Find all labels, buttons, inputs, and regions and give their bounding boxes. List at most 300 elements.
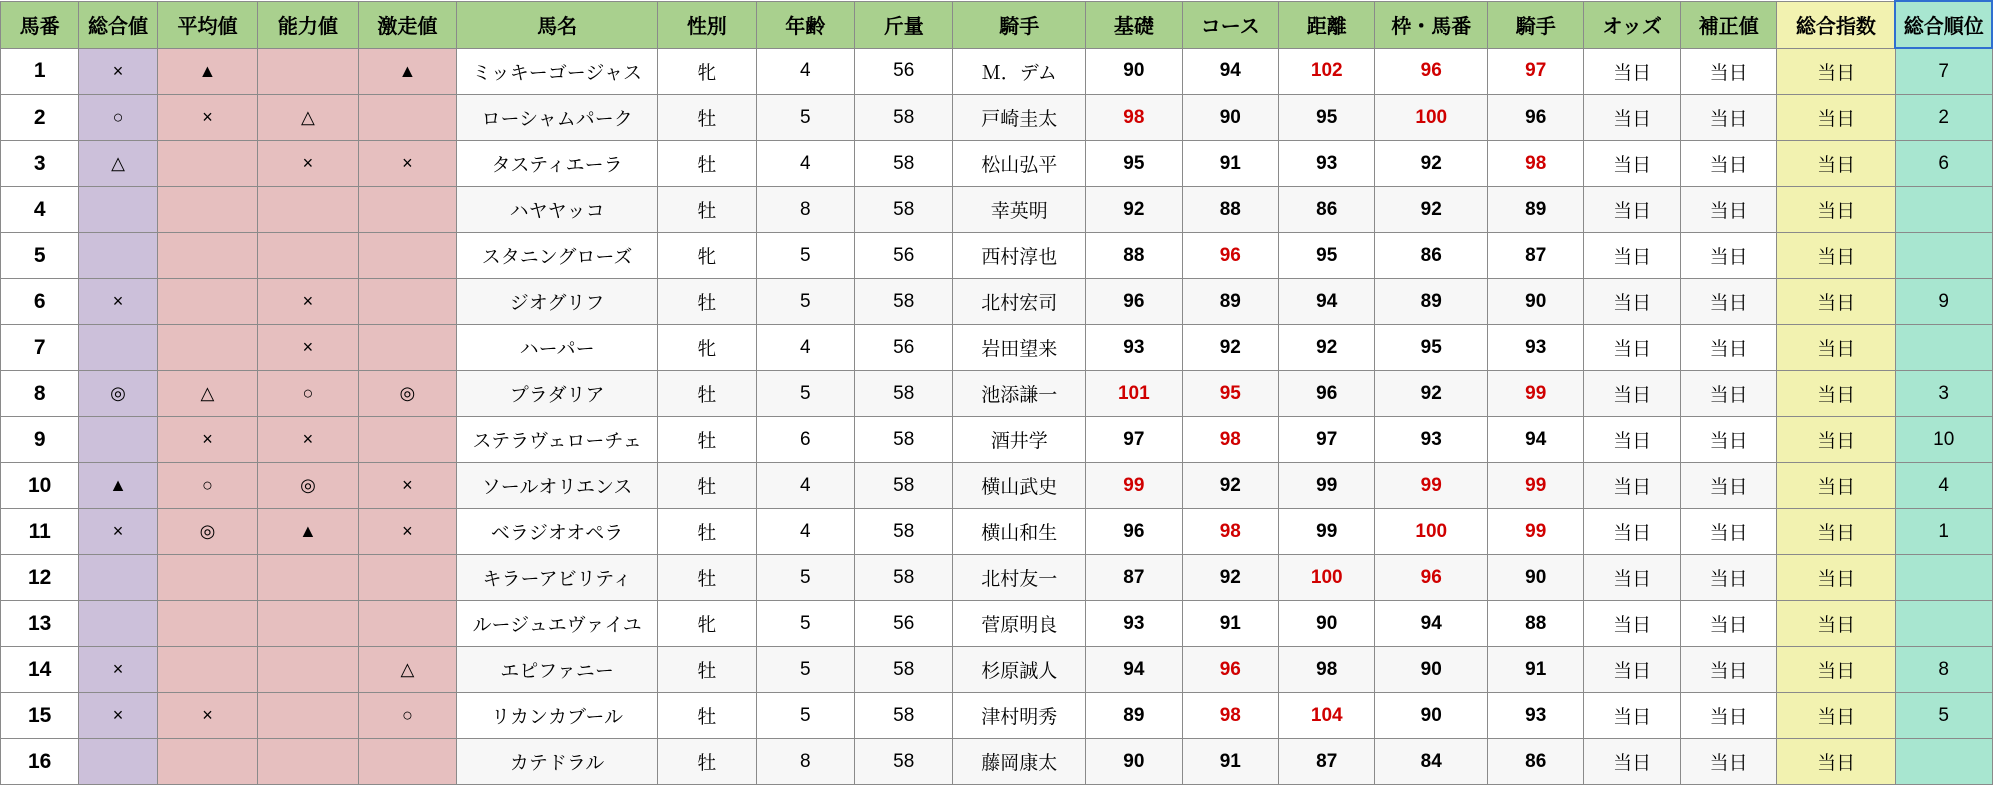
cell-sougou-juni bbox=[1895, 233, 1992, 279]
cell-kinryou: 58 bbox=[855, 693, 953, 739]
header-nenrei: 年齢 bbox=[756, 1, 854, 48]
cell-bamei: タスティエーラ bbox=[457, 141, 658, 187]
cell-seibetsu: 牡 bbox=[658, 279, 756, 325]
header-nouryokuchi: 能力値 bbox=[258, 1, 358, 48]
cell-waku-umaban: 89 bbox=[1375, 279, 1488, 325]
cell-sougou-shisu: 当日 bbox=[1777, 48, 1896, 95]
cell-kishu: 松山弘平 bbox=[953, 141, 1086, 187]
cell-gekisochi bbox=[358, 279, 456, 325]
cell-kishu: 池添謙一 bbox=[953, 371, 1086, 417]
cell-kinryou: 58 bbox=[855, 141, 953, 187]
cell-kiso: 90 bbox=[1086, 739, 1182, 785]
cell-sougouchi: ◎ bbox=[79, 371, 157, 417]
cell-nouryokuchi: × bbox=[258, 141, 358, 187]
cell-kinryou: 58 bbox=[855, 463, 953, 509]
cell-seibetsu: 牡 bbox=[658, 187, 756, 233]
cell-sougouchi: × bbox=[79, 279, 157, 325]
cell-sougouchi: △ bbox=[79, 141, 157, 187]
header-course: コース bbox=[1182, 1, 1278, 48]
cell-waku-umaban: 100 bbox=[1375, 95, 1488, 141]
cell-kishu-score: 97 bbox=[1488, 48, 1584, 95]
cell-nenrei: 5 bbox=[756, 371, 854, 417]
cell-umaban: 13 bbox=[1, 601, 79, 647]
table-row bbox=[1, 371, 1993, 417]
cell-umaban: 14 bbox=[1, 647, 79, 693]
cell-kishu: 酒井学 bbox=[953, 417, 1086, 463]
cell-heikinchi bbox=[157, 325, 257, 371]
cell-sougouchi bbox=[79, 233, 157, 279]
cell-sougou-shisu: 当日 bbox=[1777, 693, 1896, 739]
cell-kishu: 津村明秀 bbox=[953, 693, 1086, 739]
cell-heikinchi: ◎ bbox=[157, 509, 257, 555]
table-row bbox=[1, 325, 1993, 371]
cell-kishu: 西村淳也 bbox=[953, 233, 1086, 279]
cell-kishu: 杉原誠人 bbox=[953, 647, 1086, 693]
cell-course: 92 bbox=[1182, 555, 1278, 601]
cell-gekisochi: × bbox=[358, 141, 456, 187]
cell-hoseichi: 当日 bbox=[1680, 555, 1776, 601]
cell-kishu-score: 90 bbox=[1488, 279, 1584, 325]
cell-hoseichi: 当日 bbox=[1680, 739, 1776, 785]
cell-seibetsu: 牡 bbox=[658, 95, 756, 141]
cell-kishu: 菅原明良 bbox=[953, 601, 1086, 647]
table-row bbox=[1, 279, 1993, 325]
cell-kiso: 92 bbox=[1086, 187, 1182, 233]
cell-heikinchi bbox=[157, 279, 257, 325]
cell-waku-umaban: 93 bbox=[1375, 417, 1488, 463]
cell-heikinchi bbox=[157, 601, 257, 647]
cell-waku-umaban: 94 bbox=[1375, 601, 1488, 647]
cell-kiso: 99 bbox=[1086, 463, 1182, 509]
cell-sougou-shisu: 当日 bbox=[1777, 647, 1896, 693]
cell-waku-umaban: 96 bbox=[1375, 48, 1488, 95]
cell-umaban: 5 bbox=[1, 233, 79, 279]
header-hoseichi: 補正値 bbox=[1680, 1, 1776, 48]
cell-odds: 当日 bbox=[1584, 325, 1680, 371]
cell-sougou-shisu: 当日 bbox=[1777, 95, 1896, 141]
cell-umaban: 6 bbox=[1, 279, 79, 325]
cell-waku-umaban: 99 bbox=[1375, 463, 1488, 509]
cell-kinryou: 58 bbox=[855, 739, 953, 785]
cell-hoseichi: 当日 bbox=[1680, 141, 1776, 187]
cell-sougou-juni bbox=[1895, 187, 1992, 233]
cell-gekisochi bbox=[358, 95, 456, 141]
cell-course: 96 bbox=[1182, 233, 1278, 279]
cell-nenrei: 5 bbox=[756, 279, 854, 325]
cell-kinryou: 58 bbox=[855, 647, 953, 693]
cell-sougou-juni: 1 bbox=[1895, 509, 1992, 555]
cell-nouryokuchi bbox=[258, 48, 358, 95]
table-row bbox=[1, 555, 1993, 601]
cell-odds: 当日 bbox=[1584, 647, 1680, 693]
cell-course: 96 bbox=[1182, 647, 1278, 693]
cell-kinryou: 56 bbox=[855, 48, 953, 95]
cell-umaban: 4 bbox=[1, 187, 79, 233]
cell-kishu-score: 99 bbox=[1488, 371, 1584, 417]
cell-hoseichi: 当日 bbox=[1680, 279, 1776, 325]
cell-bamei: エピファニー bbox=[457, 647, 658, 693]
cell-sougou-shisu: 当日 bbox=[1777, 233, 1896, 279]
cell-kyori: 93 bbox=[1279, 141, 1375, 187]
cell-course: 94 bbox=[1182, 48, 1278, 95]
cell-bamei: ルージュエヴァイユ bbox=[457, 601, 658, 647]
cell-sougou-shisu: 当日 bbox=[1777, 601, 1896, 647]
cell-kiso: 95 bbox=[1086, 141, 1182, 187]
header-sougou-shisu: 総合指数 bbox=[1777, 1, 1896, 48]
cell-heikinchi: ○ bbox=[157, 463, 257, 509]
table-row bbox=[1, 509, 1993, 555]
cell-sougou-juni bbox=[1895, 325, 1992, 371]
cell-nouryokuchi: ▲ bbox=[258, 509, 358, 555]
cell-kishu-score: 88 bbox=[1488, 601, 1584, 647]
cell-course: 91 bbox=[1182, 739, 1278, 785]
cell-odds: 当日 bbox=[1584, 371, 1680, 417]
cell-kinryou: 58 bbox=[855, 417, 953, 463]
cell-bamei: リカンカブール bbox=[457, 693, 658, 739]
cell-kiso: 89 bbox=[1086, 693, 1182, 739]
table-row bbox=[1, 463, 1993, 509]
cell-bamei: ハヤヤッコ bbox=[457, 187, 658, 233]
cell-nenrei: 8 bbox=[756, 187, 854, 233]
cell-seibetsu: 牝 bbox=[658, 48, 756, 95]
cell-sougouchi: × bbox=[79, 693, 157, 739]
cell-sougouchi: ○ bbox=[79, 95, 157, 141]
cell-seibetsu: 牡 bbox=[658, 739, 756, 785]
cell-kishu: 岩田望来 bbox=[953, 325, 1086, 371]
cell-gekisochi bbox=[358, 417, 456, 463]
cell-odds: 当日 bbox=[1584, 417, 1680, 463]
table-header bbox=[1, 1, 1993, 48]
cell-gekisochi bbox=[358, 601, 456, 647]
cell-heikinchi bbox=[157, 187, 257, 233]
cell-sougou-shisu: 当日 bbox=[1777, 739, 1896, 785]
cell-umaban: 2 bbox=[1, 95, 79, 141]
cell-sougouchi: ▲ bbox=[79, 463, 157, 509]
cell-nenrei: 5 bbox=[756, 555, 854, 601]
cell-bamei: ベラジオオペラ bbox=[457, 509, 658, 555]
cell-kyori: 99 bbox=[1279, 509, 1375, 555]
cell-umaban: 10 bbox=[1, 463, 79, 509]
cell-umaban: 9 bbox=[1, 417, 79, 463]
cell-kyori: 96 bbox=[1279, 371, 1375, 417]
table-row bbox=[1, 233, 1993, 279]
cell-course: 91 bbox=[1182, 141, 1278, 187]
header-seibetsu: 性別 bbox=[658, 1, 756, 48]
cell-kyori: 92 bbox=[1279, 325, 1375, 371]
cell-course: 92 bbox=[1182, 463, 1278, 509]
cell-seibetsu: 牝 bbox=[658, 601, 756, 647]
table-row bbox=[1, 647, 1993, 693]
cell-bamei: ソールオリエンス bbox=[457, 463, 658, 509]
cell-kishu-score: 94 bbox=[1488, 417, 1584, 463]
cell-kishu: 北村友一 bbox=[953, 555, 1086, 601]
cell-sougou-shisu: 当日 bbox=[1777, 463, 1896, 509]
cell-course: 98 bbox=[1182, 693, 1278, 739]
cell-odds: 当日 bbox=[1584, 739, 1680, 785]
cell-hoseichi: 当日 bbox=[1680, 95, 1776, 141]
cell-kiso: 101 bbox=[1086, 371, 1182, 417]
header-sougou-juni: 総合順位 bbox=[1895, 1, 1992, 48]
cell-nenrei: 5 bbox=[756, 601, 854, 647]
cell-kyori: 90 bbox=[1279, 601, 1375, 647]
cell-sougouchi: × bbox=[79, 647, 157, 693]
table-row bbox=[1, 417, 1993, 463]
cell-kiso: 97 bbox=[1086, 417, 1182, 463]
cell-kyori: 97 bbox=[1279, 417, 1375, 463]
cell-nouryokuchi: ◎ bbox=[258, 463, 358, 509]
cell-nenrei: 4 bbox=[756, 325, 854, 371]
cell-bamei: キラーアビリティ bbox=[457, 555, 658, 601]
cell-sougou-juni: 5 bbox=[1895, 693, 1992, 739]
cell-kinryou: 56 bbox=[855, 233, 953, 279]
cell-gekisochi: △ bbox=[358, 647, 456, 693]
table-row bbox=[1, 48, 1993, 95]
cell-kinryou: 58 bbox=[855, 279, 953, 325]
cell-heikinchi: × bbox=[157, 417, 257, 463]
cell-waku-umaban: 100 bbox=[1375, 509, 1488, 555]
cell-sougou-juni: 8 bbox=[1895, 647, 1992, 693]
cell-kishu-score: 93 bbox=[1488, 693, 1584, 739]
cell-gekisochi bbox=[358, 233, 456, 279]
cell-seibetsu: 牡 bbox=[658, 417, 756, 463]
cell-odds: 当日 bbox=[1584, 141, 1680, 187]
cell-nouryokuchi: × bbox=[258, 325, 358, 371]
cell-gekisochi bbox=[358, 325, 456, 371]
cell-heikinchi: × bbox=[157, 95, 257, 141]
cell-odds: 当日 bbox=[1584, 601, 1680, 647]
cell-heikinchi bbox=[157, 647, 257, 693]
cell-sougou-shisu: 当日 bbox=[1777, 325, 1896, 371]
cell-sougou-juni bbox=[1895, 739, 1992, 785]
header-kishu-score: 騎手 bbox=[1488, 1, 1584, 48]
cell-hoseichi: 当日 bbox=[1680, 647, 1776, 693]
cell-nouryokuchi bbox=[258, 555, 358, 601]
cell-course: 95 bbox=[1182, 371, 1278, 417]
cell-nenrei: 4 bbox=[756, 509, 854, 555]
cell-odds: 当日 bbox=[1584, 48, 1680, 95]
cell-seibetsu: 牡 bbox=[658, 141, 756, 187]
cell-seibetsu: 牝 bbox=[658, 325, 756, 371]
cell-sougouchi bbox=[79, 187, 157, 233]
cell-bamei: ステラヴェローチェ bbox=[457, 417, 658, 463]
cell-hoseichi: 当日 bbox=[1680, 187, 1776, 233]
header-odds: オッズ bbox=[1584, 1, 1680, 48]
cell-hoseichi: 当日 bbox=[1680, 48, 1776, 95]
cell-sougouchi: × bbox=[79, 48, 157, 95]
cell-heikinchi bbox=[157, 739, 257, 785]
cell-waku-umaban: 90 bbox=[1375, 647, 1488, 693]
cell-nenrei: 5 bbox=[756, 693, 854, 739]
cell-kishu: 横山和生 bbox=[953, 509, 1086, 555]
cell-sougouchi bbox=[79, 555, 157, 601]
cell-seibetsu: 牡 bbox=[658, 693, 756, 739]
cell-kyori: 86 bbox=[1279, 187, 1375, 233]
cell-waku-umaban: 92 bbox=[1375, 371, 1488, 417]
cell-kishu: 幸英明 bbox=[953, 187, 1086, 233]
cell-sougou-juni bbox=[1895, 555, 1992, 601]
table-row bbox=[1, 187, 1993, 233]
cell-gekisochi: ○ bbox=[358, 693, 456, 739]
cell-nouryokuchi: × bbox=[258, 279, 358, 325]
cell-seibetsu: 牡 bbox=[658, 509, 756, 555]
cell-nouryokuchi: × bbox=[258, 417, 358, 463]
cell-kinryou: 58 bbox=[855, 509, 953, 555]
cell-heikinchi: × bbox=[157, 693, 257, 739]
cell-umaban: 1 bbox=[1, 48, 79, 95]
cell-kinryou: 58 bbox=[855, 371, 953, 417]
header-umaban: 馬番 bbox=[1, 1, 79, 48]
table-row bbox=[1, 739, 1993, 785]
cell-heikinchi bbox=[157, 233, 257, 279]
cell-kishu-score: 99 bbox=[1488, 509, 1584, 555]
cell-kyori: 100 bbox=[1279, 555, 1375, 601]
cell-kiso: 94 bbox=[1086, 647, 1182, 693]
table-row bbox=[1, 141, 1993, 187]
cell-sougou-shisu: 当日 bbox=[1777, 279, 1896, 325]
cell-kiso: 90 bbox=[1086, 48, 1182, 95]
cell-nouryokuchi bbox=[258, 739, 358, 785]
cell-kishu-score: 99 bbox=[1488, 463, 1584, 509]
header-sougouchi: 総合値 bbox=[79, 1, 157, 48]
cell-kiso: 96 bbox=[1086, 279, 1182, 325]
cell-umaban: 16 bbox=[1, 739, 79, 785]
cell-odds: 当日 bbox=[1584, 279, 1680, 325]
cell-kiso: 87 bbox=[1086, 555, 1182, 601]
cell-kishu-score: 91 bbox=[1488, 647, 1584, 693]
cell-sougou-juni: 7 bbox=[1895, 48, 1992, 95]
cell-kiso: 93 bbox=[1086, 325, 1182, 371]
cell-nenrei: 5 bbox=[756, 233, 854, 279]
header-gekisochi: 激走値 bbox=[358, 1, 456, 48]
cell-kyori: 95 bbox=[1279, 95, 1375, 141]
cell-seibetsu: 牡 bbox=[658, 371, 756, 417]
cell-nenrei: 4 bbox=[756, 141, 854, 187]
cell-seibetsu: 牡 bbox=[658, 463, 756, 509]
cell-nouryokuchi bbox=[258, 233, 358, 279]
cell-nenrei: 5 bbox=[756, 647, 854, 693]
cell-waku-umaban: 96 bbox=[1375, 555, 1488, 601]
cell-sougou-juni: 9 bbox=[1895, 279, 1992, 325]
cell-sougouchi bbox=[79, 325, 157, 371]
header-kiso: 基礎 bbox=[1086, 1, 1182, 48]
cell-course: 88 bbox=[1182, 187, 1278, 233]
table-body bbox=[1, 48, 1993, 785]
cell-kyori: 98 bbox=[1279, 647, 1375, 693]
cell-nenrei: 5 bbox=[756, 95, 854, 141]
cell-sougou-shisu: 当日 bbox=[1777, 187, 1896, 233]
cell-odds: 当日 bbox=[1584, 233, 1680, 279]
cell-nenrei: 4 bbox=[756, 463, 854, 509]
header-heikinchi: 平均値 bbox=[157, 1, 257, 48]
cell-odds: 当日 bbox=[1584, 555, 1680, 601]
header-kyori: 距離 bbox=[1279, 1, 1375, 48]
cell-odds: 当日 bbox=[1584, 463, 1680, 509]
cell-heikinchi: ▲ bbox=[157, 48, 257, 95]
cell-kishu-score: 93 bbox=[1488, 325, 1584, 371]
cell-waku-umaban: 90 bbox=[1375, 693, 1488, 739]
cell-kinryou: 56 bbox=[855, 325, 953, 371]
header-waku-umaban: 枠・馬番 bbox=[1375, 1, 1488, 48]
table-row bbox=[1, 693, 1993, 739]
cell-kyori: 95 bbox=[1279, 233, 1375, 279]
table-row bbox=[1, 601, 1993, 647]
cell-gekisochi: × bbox=[358, 463, 456, 509]
cell-sougou-juni: 2 bbox=[1895, 95, 1992, 141]
cell-bamei: スタニングローズ bbox=[457, 233, 658, 279]
cell-waku-umaban: 92 bbox=[1375, 141, 1488, 187]
cell-hoseichi: 当日 bbox=[1680, 371, 1776, 417]
cell-kyori: 87 bbox=[1279, 739, 1375, 785]
cell-kishu: 藤岡康太 bbox=[953, 739, 1086, 785]
cell-hoseichi: 当日 bbox=[1680, 509, 1776, 555]
cell-kishu: 北村宏司 bbox=[953, 279, 1086, 325]
cell-waku-umaban: 86 bbox=[1375, 233, 1488, 279]
cell-nouryokuchi bbox=[258, 601, 358, 647]
cell-sougou-juni bbox=[1895, 601, 1992, 647]
cell-kishu-score: 96 bbox=[1488, 95, 1584, 141]
table-row bbox=[1, 95, 1993, 141]
cell-kinryou: 58 bbox=[855, 187, 953, 233]
header-bamei: 馬名 bbox=[457, 1, 658, 48]
cell-waku-umaban: 95 bbox=[1375, 325, 1488, 371]
cell-odds: 当日 bbox=[1584, 187, 1680, 233]
cell-kyori: 99 bbox=[1279, 463, 1375, 509]
cell-kishu-score: 90 bbox=[1488, 555, 1584, 601]
cell-nenrei: 6 bbox=[756, 417, 854, 463]
cell-course: 90 bbox=[1182, 95, 1278, 141]
cell-seibetsu: 牝 bbox=[658, 233, 756, 279]
cell-umaban: 11 bbox=[1, 509, 79, 555]
header-kinryou: 斤量 bbox=[855, 1, 953, 48]
cell-umaban: 15 bbox=[1, 693, 79, 739]
cell-sougouchi bbox=[79, 417, 157, 463]
cell-bamei: ハーパー bbox=[457, 325, 658, 371]
cell-odds: 当日 bbox=[1584, 509, 1680, 555]
cell-sougouchi bbox=[79, 739, 157, 785]
cell-hoseichi: 当日 bbox=[1680, 325, 1776, 371]
cell-hoseichi: 当日 bbox=[1680, 693, 1776, 739]
cell-gekisochi bbox=[358, 187, 456, 233]
cell-course: 98 bbox=[1182, 509, 1278, 555]
cell-seibetsu: 牡 bbox=[658, 647, 756, 693]
cell-sougouchi: × bbox=[79, 509, 157, 555]
cell-kishu-score: 86 bbox=[1488, 739, 1584, 785]
cell-hoseichi: 当日 bbox=[1680, 233, 1776, 279]
cell-umaban: 3 bbox=[1, 141, 79, 187]
cell-kiso: 96 bbox=[1086, 509, 1182, 555]
cell-sougou-shisu: 当日 bbox=[1777, 371, 1896, 417]
cell-kinryou: 58 bbox=[855, 555, 953, 601]
cell-kishu: 横山武史 bbox=[953, 463, 1086, 509]
cell-nouryokuchi bbox=[258, 187, 358, 233]
cell-kishu-score: 98 bbox=[1488, 141, 1584, 187]
cell-gekisochi bbox=[358, 555, 456, 601]
cell-sougou-shisu: 当日 bbox=[1777, 417, 1896, 463]
cell-kishu: Ｍ．デム bbox=[953, 48, 1086, 95]
header-kishu: 騎手 bbox=[953, 1, 1086, 48]
cell-kishu: 戸崎圭太 bbox=[953, 95, 1086, 141]
cell-heikinchi bbox=[157, 555, 257, 601]
cell-course: 98 bbox=[1182, 417, 1278, 463]
cell-kiso: 98 bbox=[1086, 95, 1182, 141]
cell-umaban: 8 bbox=[1, 371, 79, 417]
cell-kishu-score: 87 bbox=[1488, 233, 1584, 279]
cell-gekisochi: ◎ bbox=[358, 371, 456, 417]
cell-bamei: ローシャムパーク bbox=[457, 95, 658, 141]
cell-nouryokuchi: △ bbox=[258, 95, 358, 141]
cell-kinryou: 58 bbox=[855, 95, 953, 141]
cell-kinryou: 56 bbox=[855, 601, 953, 647]
